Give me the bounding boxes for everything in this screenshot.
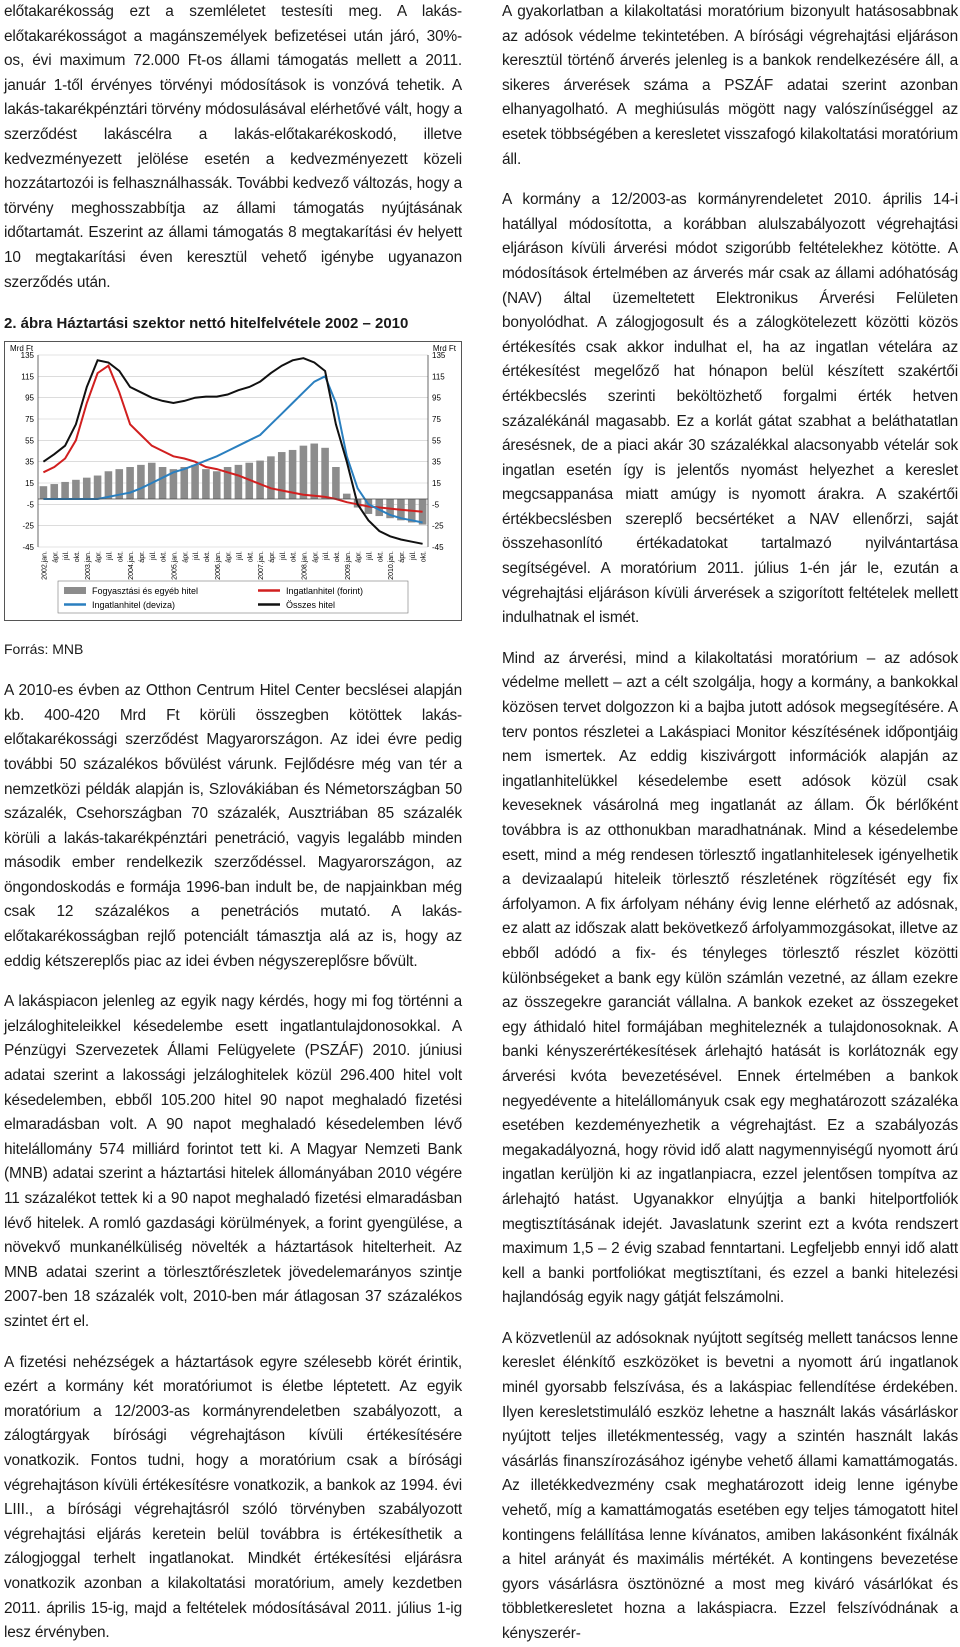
bar [332, 467, 340, 499]
paragraph: A fizetési nehézségek a háztartások egyre szélesebb körét érintik, ezért a kormány két moratóriumot is életbe léptetett. Az egyik moratórium a 12/2003-as kormányrendeletben szabályozott, a zálogtárgyak bírósági végrehajtáson kívüli értékesítésére vonatkozik. Fontos tudni, hogy a moratórium csak a bírósági végrehajtáson kívüli értékesítésre vonatkozik, a bankok az 1994. évi LIII., a bírósági végrehajtásról szóló törvényben szabályozott végrehajtási eljárás keretein belül továbbra is értékesíthetik a zálogjoggal terhelt ingatlanokat. Mindkét értékesítési eljárásra vonatkozik azonban a kilakoltatási moratórium, amely kezdetben 2011. április 15-ig, majd a feltételek módosításával 2011. július 1-ig lesz érvényben. [4, 1353, 462, 1642]
x-tick-label: okt. [117, 551, 125, 563]
paragraph: A közvetlenül az adósoknak nyújtott segítség mellett tanácsos lenne kereslet élénkítő eszközöket is bevetni a nyomott árú ingatlanok minél gyorsabb felszívása, és a lakáspiac fellendítése érdekében. Ilyen keresletstimuláló eszköz lehetne a használt lakás vásárláskor nyújtott teljes illetékmentesség, vagy a szintén használt lakás vásárlás finanszírozásához igénybe vehető állami kamattámogatás. Az illetékkedvezmény csak meghatározott ideig lenne igénybe vehető, míg a kamattámogatás esetében egy teljes támogatott hitel kontingens felállítása lenne kívánatos, amiben lakásonként fixálnák a hitel arányát és maximális mértékét. A kontingens bevezetése gyors vásárlásra ösztönözné a most meg kiváró vásárlókat és többletkeresletet hozna a lakáspiacra. Ezzel felszívódnának a kényszerér- [502, 1329, 958, 1642]
x-tick-label: júl. [236, 551, 244, 561]
bar [343, 494, 351, 499]
y-tick-label-left: 95 [25, 393, 34, 403]
y-tick-label-left: 55 [25, 436, 34, 446]
bar [213, 471, 221, 499]
y-tick-label-left: -45 [22, 543, 34, 553]
x-tick-label: ápr. [225, 551, 233, 563]
x-tick-label: ápr. [138, 551, 146, 563]
x-tick-label: ápr. [95, 551, 103, 563]
y-axis-unit-right: Mrd Ft [432, 344, 456, 354]
x-tick-label: okt. [160, 551, 168, 563]
x-tick-label: júl. [366, 551, 374, 561]
y-tick-label-left: -25 [22, 521, 34, 531]
y-tick-label-right: 75 [432, 415, 441, 425]
y-tick-label-right: -5 [432, 500, 440, 510]
x-tick-label: júl. [323, 551, 331, 561]
bar [83, 478, 91, 499]
legend-label: Fogyasztási és egyéb hitel [92, 586, 199, 597]
x-tick-label: 2005.jan. [171, 551, 179, 580]
y-axis-unit-left: Mrd Ft [10, 344, 34, 354]
bar [180, 467, 188, 499]
legend-label: Ingatlanhitel (deviza) [92, 600, 176, 611]
paragraph: A lakáspiacon jelenleg az egyik nagy kérdés, hogy mi fog történni a jelzáloghiteleikkel késedelembe esett ingatlantulajdonosokkal. A Pénzügyi Szervezetek Állami Felügyelete (PSZÁF) 2010. júniusi adatai szerint a lakossági jelzáloghitelek közül 296.400 hitel volt késedelemben, ebből 105.200 hitel 90 napot meghaladó fizetési elmaradásban volt. A 90 napot meghaladó késedelemben lévő hitelállomány 574 milliárd forintot tett ki. A Magyar Nemzeti Bank (MNB) adatai szerint a háztartási hitelek állományában 2010 végére 11 százalékot tettek ki a 90 napot meghaladó fizetési elmaradásban lévő hitelek. A romló gazdasági körülmények, a forint gyengülése, a növekvő munkanélküliség növelték a háztartások hitelterheit. Az MNB adatai szerint a törlesztőrészletek jövedelemarányos szintje 2007-ben 18 százalék volt, 2010-ben már átlagosan 37 százalékos szintet ért el. [4, 993, 462, 1330]
x-tick-label: okt. [420, 551, 428, 563]
x-tick-label: okt. [290, 551, 298, 563]
x-tick-label: ápr. [182, 551, 190, 563]
bar [300, 446, 308, 499]
x-tick-label: okt. [203, 551, 211, 563]
x-tick-label: ápr. [268, 551, 276, 563]
paragraph: előtakarékosság ezt a szemléletet testesíti meg. A lakás-előtakarékosságot a magánszemélyek befizetései után járó, 30%-os, évi maximum 72.000 Ft-os állami támogatás mellett a 2011. január 1-től érvényes törvényi módosítások is vonzóvá tehetik. A lakás-takarékpénztári törvény módosulásával elérhetővé vált, hogy a szerződést lakáscélra a lakás-előtakarékoskodó, illetve kedvezményezett jelölése esetén a kedvezményezett közeli hozzátartozói is felhasználhassák. További kedvező változás, hogy a törvény meghosszabbítja az állami támogatás nyújtásának időtartamát. Eszerint az állami támogatás 8 megtakarítási év helyett 10 megtakarítási éven keresztül vehető igénybe ugyanazon szerződés után. [4, 3, 462, 291]
bar [50, 484, 58, 499]
y-tick-label-left: 75 [25, 415, 34, 425]
x-tick-label: 2002.jan. [41, 551, 49, 580]
x-tick-label: 2007.jan. [258, 551, 266, 580]
x-tick-label: ápr. [312, 551, 320, 563]
y-tick-label-right: -45 [432, 543, 444, 553]
x-tick-label: júl. [409, 551, 417, 561]
x-tick-label: júl. [279, 551, 287, 561]
x-tick-label: okt. [333, 551, 341, 563]
bar [321, 448, 329, 499]
x-tick-label: júl. [106, 551, 114, 561]
paragraph: Mind az árverési, mind a kilakoltatási moratórium – az adósok védelme mellett – azt a célt szolgálja, hogy a kormány, a bankokkal közösen tervet dolgozzon ki a bajba jutott adósok megsegítésére. A terv pontos részletei a Lakáspiaci Monitor készítésének időpontjáig nem ismertek. Az eddig kiszivárgott információk alapján az ingatlanhitelükkel késedelembe esett adósok közül csak keveseknek vásárolná meg ingatlanát az állam. Ők bérlőként továbbra is az otthonukban maradhatnának. Mind a késedelembe esett, mind a még rendesen törlesztő ingatlanhitelesek igényelhetik a devizaalapú hiteleik törlesztő részletének rögzítését egy fix árfolyamon. A fix árfolyam néhány évig lenne elérhető az adósnak, ez alatt az időszak alatt bekövetkező árfolyammozgásokat, illetve az ebből adódó a fix- és tényleges törlesztő részlet közötti különbségeket a bank egy külön számlán vezetné, az állam ezekre az összegekre garanciát vállalna. A bankok ezeket az összegeket egy áthidaló hitel formájában meghiteleznék a tulajdonosoknak. A banki kényszerértékesítések árlehajtó hatását is korlátoznák egy árverési kvóta bevezetésével. Ennek értelmében a bankok negyedévente a hitelállományuk csak egy meghatározott százaléka esetében kezdeményezhetik a végrehajtást. Ez a szabályozás megakadályozná, hogy rövid idő alatt nagymennyiségű nyomott árú ingatlan kerüljön ki az ingatlanpiacra, ezzel jelentősen tompítva az árlehajtó hatást. Ugyanakkor elnyújtja a banki hitelportfoliók megtisztításának idejét. Javaslatunk szerint ezt a kvóta rendszert maximum 1,5 – 2 évig szabad fenntartani. Legfeljebb ennyi idő alatt kell a banki portfoliókat megtisztítani, és ezzel a banki hitelezési hajlandóság egyik nagy gátját felszámolni. [502, 649, 958, 1307]
x-tick-label: ápr. [355, 551, 363, 563]
bar [40, 486, 48, 499]
figure-title: 2. ábra Háztartási szektor nettó hitelfelvétele 2002 – 2010 [4, 315, 409, 333]
y-tick-label-right: 15 [432, 479, 441, 489]
bar [256, 461, 264, 499]
right-column [502, 0, 958, 1647]
y-tick-label-right: 55 [432, 436, 441, 446]
y-tick-label-left: 135 [20, 351, 34, 361]
legend-label: Összes hitel [286, 600, 336, 611]
x-tick-label: 2009.jan. [344, 551, 352, 580]
x-tick-label: ápr. [52, 551, 60, 563]
y-tick-label-right: 95 [432, 393, 441, 403]
legend-swatch [64, 587, 86, 594]
x-tick-label: 2003.jan. [84, 551, 92, 580]
paragraph: A kormány a 12/2003-as kormányrendeletet 2010. április 14-i hatállyal módosította, a korábban alulszabályozott végrehajtási eljáráson kívüli árverési módot szigorúbb feltételekhez kötötte. A módosítások értelmében az árverés már csak az állami adóhatóság (NAV) által üzemeltetett Elektronikus Árverési Felületen bonyolódhat. A zálogjogosult és a zálogkötelezett közötti közös értékesítés csak akkor indulhat el, ha az ingatlan vételára az értékesítést megelőző hat hónapon belül készített szakértői értékbecslés szerinti beköltözhető forgalmi érték hetven százalékánál magasabb. Ez a korlát gátat szabhat a beláthatatlan áresésnek, de a piaci akár 30 százalékkal alacsonyabb vételár sok ingatlan esetén így is jelentős nyomást helyezhet a kereslet megcsappanása miatt amúgy is nyomott árakra. A szakértői értékbecslésben szereplő becsértéket a NAV ellenőrzi, saját összehasonlító értékadatokat tartalmazó nyilvántartása segítségével. A moratórium 2011. július 1-én jár le, ezután a végrehajtási eljáráson kívüli árverések a szigorított feltételek mellett indulhatnak el ismét. [502, 191, 958, 627]
x-tick-label: ápr. [398, 551, 406, 563]
bar [310, 444, 318, 499]
x-tick-label: 2008.jan. [301, 551, 309, 580]
y-tick-label-left: 115 [21, 372, 34, 382]
bar [105, 471, 113, 499]
paragraph: A 2010-es évben az Otthon Centrum Hitel Center becslései alapján kb. 400-420 Mrd Ft körüli összegben kötöttek lakás-előtakarékossági szerződést Magyarországon. Az idei évre pedig további 50 százalékos bővülést várunk. Fejlődésre még van tér a nemzetközi példák alapján is, Szlovákiában és Németországban 50 százalék, Csehországban 70 százalék, Ausztriában 85 százalék körüli a lakás-takarékpénztári penetráció, vagyis legalább minden második ember rendelkezik szerződéssel. Magyarországon, az öngondoskodás e formája 1996-ban indult be, de napjainkban még csak 12 százalékos a penetrációs mutató. A lakás-előtakarékosságban rejlő potenciált támasztja alá az is, hogy az eddig kétszereplős piac az idei évben négyszereplősre bővült. [4, 682, 462, 970]
bar [202, 469, 210, 499]
y-tick-label-left: -5 [26, 500, 34, 510]
bar [159, 467, 167, 499]
bar [72, 480, 80, 499]
bar [267, 456, 275, 499]
bar [235, 465, 243, 499]
x-tick-label: 2006.jan. [214, 551, 222, 580]
bar [61, 482, 69, 499]
left-column [4, 0, 462, 1646]
y-tick-label-left: 35 [25, 457, 34, 467]
y-tick-label-right: 115 [432, 372, 445, 382]
bar [137, 465, 145, 499]
paragraph: A gyakorlatban a kilakoltatási moratórium bizonyult hatásosabbnak az adósok védelme tekintetében. A bírósági végrehajtási eljáráson keresztül történő árverés jelenleg is a bankok rendelkezésére áll, a sikeres árverések száma a PSZÁF adatai szerint azonban elhanyagolható. A meghiúsulás mögött nagy valószínűséggel az esetek többségében a keresletet visszafogó kilakoltatási moratórium áll. [502, 3, 958, 168]
x-tick-label: 2004.jan. [128, 551, 136, 580]
figure-source: Forrás: MNB [4, 641, 84, 658]
y-tick-label-left: 15 [25, 479, 34, 489]
bar [126, 467, 134, 499]
y-tick-label-right: -25 [432, 521, 444, 531]
x-tick-label: 2010.jan. [388, 551, 396, 580]
x-tick-label: okt. [73, 551, 81, 563]
x-tick-label: okt. [247, 551, 255, 563]
x-tick-label: júl. [193, 551, 201, 561]
bar [191, 465, 199, 499]
y-tick-label-right: 135 [432, 351, 446, 361]
x-tick-label: júl. [149, 551, 157, 561]
legend-label: Ingatlanhitel (forint) [286, 586, 364, 597]
net-borrowing-chart [4, 341, 462, 621]
bar [94, 476, 102, 499]
y-tick-label-right: 35 [432, 457, 441, 467]
x-tick-label: okt. [377, 551, 385, 563]
x-tick-label: júl. [63, 551, 71, 561]
